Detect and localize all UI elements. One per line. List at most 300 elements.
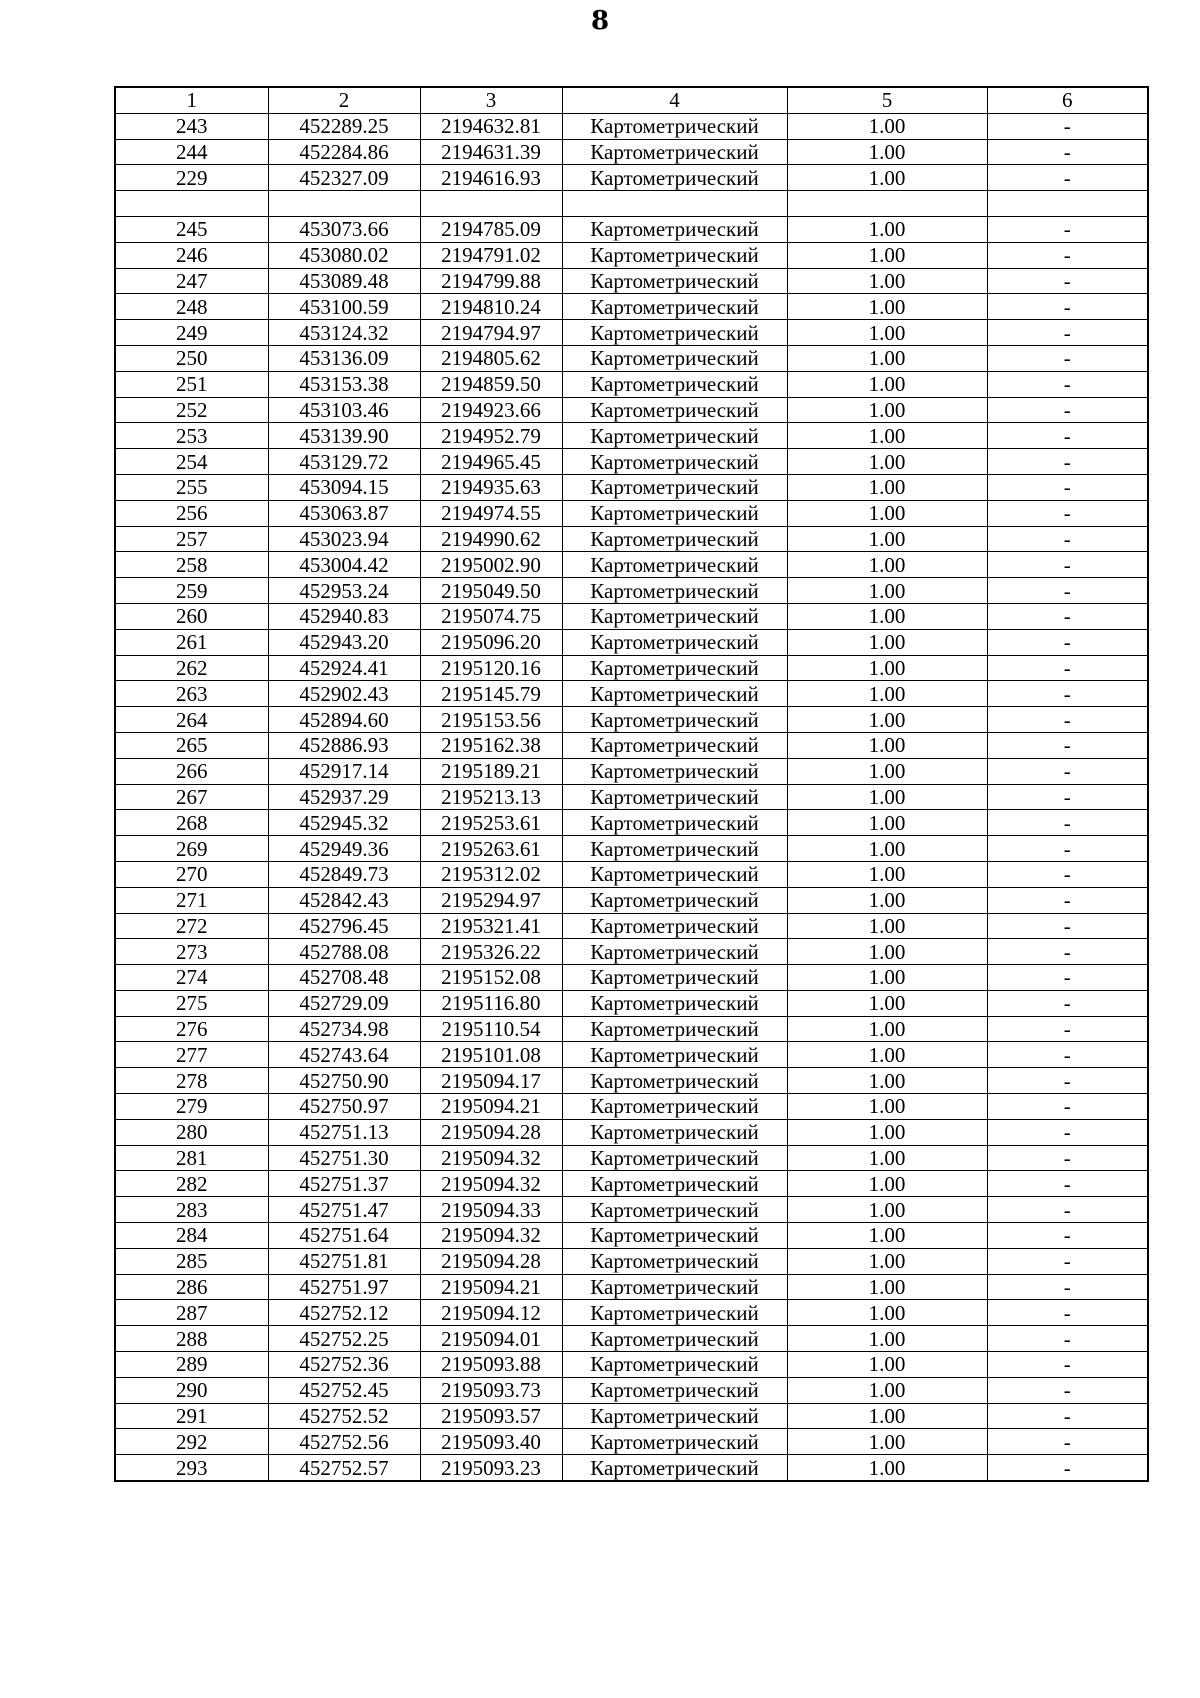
note-cell: -	[987, 320, 1148, 346]
accuracy-cell: 1.00	[787, 1171, 987, 1197]
table-row	[115, 191, 1148, 217]
table-row	[115, 1068, 1148, 1094]
x-coordinate-cell: 452751.13	[268, 1119, 420, 1145]
method-cell: Картометрический	[562, 887, 787, 913]
accuracy-cell: 1.00	[787, 1145, 987, 1171]
note-cell: -	[987, 294, 1148, 320]
method-cell: Картометрический	[562, 345, 787, 371]
method-cell: Картометрический	[562, 1377, 787, 1403]
y-coordinate-cell: 2195294.97	[420, 887, 562, 913]
x-coordinate-cell: 453139.90	[268, 423, 420, 449]
table-row	[115, 887, 1148, 913]
accuracy-cell	[787, 191, 987, 217]
x-coordinate-cell: 452924.41	[268, 655, 420, 681]
table-row	[115, 939, 1148, 965]
y-coordinate-cell: 2195094.28	[420, 1248, 562, 1274]
point-number-cell: 289	[115, 1352, 268, 1378]
x-coordinate-cell: 452750.90	[268, 1068, 420, 1094]
table-row	[115, 113, 1148, 139]
point-number-cell: 268	[115, 810, 268, 836]
note-cell: -	[987, 268, 1148, 294]
note-cell: -	[987, 1326, 1148, 1352]
point-number-cell: 288	[115, 1326, 268, 1352]
method-cell: Картометрический	[562, 1326, 787, 1352]
table-row	[115, 371, 1148, 397]
note-cell: -	[987, 965, 1148, 991]
method-cell: Картометрический	[562, 449, 787, 475]
table-row	[115, 578, 1148, 604]
header-col-5: 5	[787, 87, 987, 113]
accuracy-cell: 1.00	[787, 1197, 987, 1223]
note-cell: -	[987, 1197, 1148, 1223]
point-number-cell: 254	[115, 449, 268, 475]
x-coordinate-cell: 452917.14	[268, 758, 420, 784]
note-cell: -	[987, 1042, 1148, 1068]
x-coordinate-cell: 452751.64	[268, 1223, 420, 1249]
table-row	[115, 1300, 1148, 1326]
table-row	[115, 784, 1148, 810]
accuracy-cell: 1.00	[787, 707, 987, 733]
accuracy-cell: 1.00	[787, 578, 987, 604]
point-number-cell: 285	[115, 1248, 268, 1274]
method-cell: Картометрический	[562, 1197, 787, 1223]
x-coordinate-cell: 452788.08	[268, 939, 420, 965]
point-number-cell: 244	[115, 139, 268, 165]
method-cell: Картометрический	[562, 681, 787, 707]
header-col-2: 2	[268, 87, 420, 113]
y-coordinate-cell: 2195162.38	[420, 732, 562, 758]
method-cell: Картометрический	[562, 758, 787, 784]
x-coordinate-cell: 453063.87	[268, 500, 420, 526]
accuracy-cell: 1.00	[787, 1119, 987, 1145]
point-number-cell: 290	[115, 1377, 268, 1403]
table-row	[115, 1248, 1148, 1274]
accuracy-cell: 1.00	[787, 681, 987, 707]
y-coordinate-cell: 2195049.50	[420, 578, 562, 604]
x-coordinate-cell: 453089.48	[268, 268, 420, 294]
method-cell: Картометрический	[562, 1094, 787, 1120]
table-row	[115, 294, 1148, 320]
x-coordinate-cell: 452752.25	[268, 1326, 420, 1352]
y-coordinate-cell: 2194631.39	[420, 139, 562, 165]
accuracy-cell: 1.00	[787, 629, 987, 655]
y-coordinate-cell: 2194952.79	[420, 423, 562, 449]
x-coordinate-cell: 453094.15	[268, 474, 420, 500]
method-cell: Картометрический	[562, 939, 787, 965]
point-number-cell: 273	[115, 939, 268, 965]
accuracy-cell: 1.00	[787, 526, 987, 552]
method-cell: Картометрический	[562, 629, 787, 655]
note-cell: -	[987, 139, 1148, 165]
y-coordinate-cell: 2195312.02	[420, 861, 562, 887]
method-cell: Картометрический	[562, 861, 787, 887]
x-coordinate-cell: 452750.97	[268, 1094, 420, 1120]
accuracy-cell: 1.00	[787, 1352, 987, 1378]
point-number-cell: 259	[115, 578, 268, 604]
y-coordinate-cell: 2195321.41	[420, 913, 562, 939]
accuracy-cell: 1.00	[787, 1326, 987, 1352]
header-col-4: 4	[562, 87, 787, 113]
method-cell: Картометрический	[562, 1455, 787, 1481]
x-coordinate-cell: 452796.45	[268, 913, 420, 939]
point-number-cell: 267	[115, 784, 268, 810]
method-cell: Картометрический	[562, 1248, 787, 1274]
note-cell: -	[987, 216, 1148, 242]
accuracy-cell: 1.00	[787, 371, 987, 397]
y-coordinate-cell: 2195189.21	[420, 758, 562, 784]
table-row	[115, 1455, 1148, 1481]
y-coordinate-cell: 2195094.01	[420, 1326, 562, 1352]
header-col-6: 6	[987, 87, 1148, 113]
accuracy-cell: 1.00	[787, 1068, 987, 1094]
point-number-cell: 245	[115, 216, 268, 242]
point-number-cell: 293	[115, 1455, 268, 1481]
y-coordinate-cell: 2195094.21	[420, 1274, 562, 1300]
x-coordinate-cell: 452953.24	[268, 578, 420, 604]
x-coordinate-cell: 453073.66	[268, 216, 420, 242]
accuracy-cell: 1.00	[787, 836, 987, 862]
y-coordinate-cell: 2195152.08	[420, 965, 562, 991]
accuracy-cell: 1.00	[787, 320, 987, 346]
note-cell: -	[987, 1223, 1148, 1249]
method-cell: Картометрический	[562, 810, 787, 836]
note-cell: -	[987, 578, 1148, 604]
x-coordinate-cell: 452751.47	[268, 1197, 420, 1223]
method-cell: Картометрический	[562, 655, 787, 681]
x-coordinate-cell: 453124.32	[268, 320, 420, 346]
accuracy-cell: 1.00	[787, 139, 987, 165]
point-number-cell: 249	[115, 320, 268, 346]
header-col-3: 3	[420, 87, 562, 113]
point-number-cell: 258	[115, 552, 268, 578]
method-cell: Картометрический	[562, 1300, 787, 1326]
accuracy-cell: 1.00	[787, 1094, 987, 1120]
x-coordinate-cell: 452752.56	[268, 1429, 420, 1455]
coordinates-table	[114, 86, 1149, 1482]
y-coordinate-cell: 2194791.02	[420, 242, 562, 268]
x-coordinate-cell: 453153.38	[268, 371, 420, 397]
method-cell: Картометрический	[562, 1042, 787, 1068]
note-cell: -	[987, 1145, 1148, 1171]
note-cell: -	[987, 939, 1148, 965]
table-row	[115, 1042, 1148, 1068]
x-coordinate-cell: 453103.46	[268, 397, 420, 423]
point-number-cell: 279	[115, 1094, 268, 1120]
point-number-cell: 277	[115, 1042, 268, 1068]
note-cell: -	[987, 681, 1148, 707]
y-coordinate-cell: 2195253.61	[420, 810, 562, 836]
note-cell: -	[987, 449, 1148, 475]
accuracy-cell: 1.00	[787, 603, 987, 629]
y-coordinate-cell: 2194935.63	[420, 474, 562, 500]
table-row	[115, 629, 1148, 655]
x-coordinate-cell: 452289.25	[268, 113, 420, 139]
point-number-cell: 274	[115, 965, 268, 991]
note-cell: -	[987, 165, 1148, 191]
method-cell: Картометрический	[562, 1119, 787, 1145]
point-number-cell: 278	[115, 1068, 268, 1094]
y-coordinate-cell: 2195263.61	[420, 836, 562, 862]
point-number-cell: 264	[115, 707, 268, 733]
x-coordinate-cell: 453004.42	[268, 552, 420, 578]
method-cell: Картометрический	[562, 474, 787, 500]
point-number-cell: 248	[115, 294, 268, 320]
accuracy-cell: 1.00	[787, 784, 987, 810]
note-cell: -	[987, 526, 1148, 552]
point-number-cell: 257	[115, 526, 268, 552]
accuracy-cell: 1.00	[787, 423, 987, 449]
accuracy-cell: 1.00	[787, 655, 987, 681]
table-row	[115, 242, 1148, 268]
x-coordinate-cell: 452751.97	[268, 1274, 420, 1300]
note-cell: -	[987, 1429, 1148, 1455]
method-cell: Картометрический	[562, 707, 787, 733]
x-coordinate-cell: 452752.12	[268, 1300, 420, 1326]
accuracy-cell: 1.00	[787, 216, 987, 242]
note-cell: -	[987, 1274, 1148, 1300]
method-cell: Картометрический	[562, 1145, 787, 1171]
table-body	[115, 113, 1148, 1481]
table-row	[115, 165, 1148, 191]
point-number-cell: 251	[115, 371, 268, 397]
table-row	[115, 913, 1148, 939]
x-coordinate-cell: 452752.45	[268, 1377, 420, 1403]
method-cell: Картометрический	[562, 603, 787, 629]
point-number-cell: 246	[115, 242, 268, 268]
accuracy-cell: 1.00	[787, 1403, 987, 1429]
y-coordinate-cell: 2195094.32	[420, 1223, 562, 1249]
y-coordinate-cell: 2195094.12	[420, 1300, 562, 1326]
point-number-cell: 276	[115, 1016, 268, 1042]
x-coordinate-cell: 453080.02	[268, 242, 420, 268]
x-coordinate-cell: 453129.72	[268, 449, 420, 475]
x-coordinate-cell: 452729.09	[268, 990, 420, 1016]
method-cell: Картометрический	[562, 500, 787, 526]
method-cell: Картометрический	[562, 913, 787, 939]
x-coordinate-cell: 452842.43	[268, 887, 420, 913]
x-coordinate-cell: 453136.09	[268, 345, 420, 371]
point-number-cell: 280	[115, 1119, 268, 1145]
y-coordinate-cell: 2195093.88	[420, 1352, 562, 1378]
x-coordinate-cell: 453023.94	[268, 526, 420, 552]
x-coordinate-cell: 452751.37	[268, 1171, 420, 1197]
note-cell: -	[987, 1016, 1148, 1042]
method-cell: Картометрический	[562, 268, 787, 294]
y-coordinate-cell: 2194974.55	[420, 500, 562, 526]
table-row	[115, 1171, 1148, 1197]
table-row	[115, 1352, 1148, 1378]
table-row	[115, 1223, 1148, 1249]
y-coordinate-cell: 2194859.50	[420, 371, 562, 397]
accuracy-cell: 1.00	[787, 242, 987, 268]
note-cell: -	[987, 810, 1148, 836]
point-number-cell: 252	[115, 397, 268, 423]
table-row	[115, 552, 1148, 578]
x-coordinate-cell: 452945.32	[268, 810, 420, 836]
note-cell: -	[987, 113, 1148, 139]
note-cell: -	[987, 758, 1148, 784]
accuracy-cell: 1.00	[787, 397, 987, 423]
note-cell: -	[987, 371, 1148, 397]
note-cell: -	[987, 1068, 1148, 1094]
y-coordinate-cell: 2195093.73	[420, 1377, 562, 1403]
note-cell: -	[987, 913, 1148, 939]
method-cell: Картометрический	[562, 1016, 787, 1042]
method-cell: Картометрический	[562, 320, 787, 346]
accuracy-cell: 1.00	[787, 810, 987, 836]
point-number-cell: 284	[115, 1223, 268, 1249]
method-cell: Картометрический	[562, 1403, 787, 1429]
table-row	[115, 707, 1148, 733]
table-row	[115, 1145, 1148, 1171]
x-coordinate-cell	[268, 191, 420, 217]
accuracy-cell: 1.00	[787, 1042, 987, 1068]
point-number-cell: 263	[115, 681, 268, 707]
point-number-cell: 283	[115, 1197, 268, 1223]
method-cell: Картометрический	[562, 371, 787, 397]
point-number-cell: 256	[115, 500, 268, 526]
method-cell: Картометрический	[562, 990, 787, 1016]
accuracy-cell: 1.00	[787, 294, 987, 320]
table-row	[115, 320, 1148, 346]
accuracy-cell: 1.00	[787, 1455, 987, 1481]
accuracy-cell: 1.00	[787, 887, 987, 913]
point-number-cell: 250	[115, 345, 268, 371]
y-coordinate-cell: 2194923.66	[420, 397, 562, 423]
table-row	[115, 836, 1148, 862]
point-number-cell: 281	[115, 1145, 268, 1171]
x-coordinate-cell: 452284.86	[268, 139, 420, 165]
y-coordinate-cell	[420, 191, 562, 217]
method-cell: Картометрический	[562, 216, 787, 242]
table-row	[115, 474, 1148, 500]
method-cell: Картометрический	[562, 294, 787, 320]
table-row	[115, 1403, 1148, 1429]
point-number-cell: 275	[115, 990, 268, 1016]
note-cell: -	[987, 861, 1148, 887]
x-coordinate-cell: 452752.36	[268, 1352, 420, 1378]
accuracy-cell: 1.00	[787, 861, 987, 887]
note-cell: -	[987, 1455, 1148, 1481]
method-cell: Картометрический	[562, 397, 787, 423]
x-coordinate-cell: 452849.73	[268, 861, 420, 887]
point-number-cell: 247	[115, 268, 268, 294]
y-coordinate-cell: 2195094.32	[420, 1171, 562, 1197]
accuracy-cell: 1.00	[787, 474, 987, 500]
accuracy-cell: 1.00	[787, 939, 987, 965]
accuracy-cell: 1.00	[787, 1377, 987, 1403]
table-row	[115, 449, 1148, 475]
note-cell: -	[987, 836, 1148, 862]
point-number-cell: 270	[115, 861, 268, 887]
x-coordinate-cell: 452886.93	[268, 732, 420, 758]
table-row	[115, 345, 1148, 371]
method-cell: Картометрический	[562, 1068, 787, 1094]
table-row	[115, 1274, 1148, 1300]
point-number-cell: 291	[115, 1403, 268, 1429]
accuracy-cell: 1.00	[787, 732, 987, 758]
y-coordinate-cell: 2195096.20	[420, 629, 562, 655]
y-coordinate-cell: 2195094.32	[420, 1145, 562, 1171]
y-coordinate-cell: 2195094.17	[420, 1068, 562, 1094]
accuracy-cell: 1.00	[787, 113, 987, 139]
y-coordinate-cell: 2194785.09	[420, 216, 562, 242]
y-coordinate-cell: 2195116.80	[420, 990, 562, 1016]
note-cell: -	[987, 603, 1148, 629]
note-cell: -	[987, 500, 1148, 526]
y-coordinate-cell: 2195213.13	[420, 784, 562, 810]
table-row	[115, 732, 1148, 758]
y-coordinate-cell: 2195110.54	[420, 1016, 562, 1042]
note-cell: -	[987, 474, 1148, 500]
note-cell: -	[987, 345, 1148, 371]
x-coordinate-cell: 452752.52	[268, 1403, 420, 1429]
accuracy-cell: 1.00	[787, 1300, 987, 1326]
note-cell: -	[987, 732, 1148, 758]
accuracy-cell: 1.00	[787, 965, 987, 991]
note-cell: -	[987, 1352, 1148, 1378]
point-number-cell: 243	[115, 113, 268, 139]
table-row	[115, 810, 1148, 836]
note-cell: -	[987, 397, 1148, 423]
x-coordinate-cell: 452743.64	[268, 1042, 420, 1068]
method-cell: Картометрический	[562, 1429, 787, 1455]
method-cell: Картометрический	[562, 732, 787, 758]
x-coordinate-cell: 452943.20	[268, 629, 420, 655]
table-row	[115, 655, 1148, 681]
table-row	[115, 397, 1148, 423]
note-cell: -	[987, 629, 1148, 655]
point-number-cell: 255	[115, 474, 268, 500]
accuracy-cell: 1.00	[787, 1429, 987, 1455]
accuracy-cell: 1.00	[787, 1223, 987, 1249]
page-number: 8	[590, 6, 610, 36]
y-coordinate-cell: 2195145.79	[420, 681, 562, 707]
method-cell: Картометрический	[562, 1171, 787, 1197]
note-cell: -	[987, 1171, 1148, 1197]
y-coordinate-cell: 2195094.21	[420, 1094, 562, 1120]
accuracy-cell: 1.00	[787, 268, 987, 294]
y-coordinate-cell: 2194990.62	[420, 526, 562, 552]
method-cell: Картометрический	[562, 423, 787, 449]
note-cell: -	[987, 1403, 1148, 1429]
y-coordinate-cell: 2195326.22	[420, 939, 562, 965]
table-row	[115, 268, 1148, 294]
method-cell: Картометрический	[562, 552, 787, 578]
header-col-1: 1	[115, 87, 268, 113]
method-cell: Картометрический	[562, 165, 787, 191]
point-number-cell: 229	[115, 165, 268, 191]
note-cell: -	[987, 707, 1148, 733]
y-coordinate-cell: 2195074.75	[420, 603, 562, 629]
point-number-cell: 292	[115, 1429, 268, 1455]
y-coordinate-cell: 2194632.81	[420, 113, 562, 139]
y-coordinate-cell: 2194799.88	[420, 268, 562, 294]
method-cell: Картометрический	[562, 836, 787, 862]
table-row	[115, 1016, 1148, 1042]
point-number-cell: 286	[115, 1274, 268, 1300]
y-coordinate-cell: 2195093.40	[420, 1429, 562, 1455]
y-coordinate-cell: 2194965.45	[420, 449, 562, 475]
table-row	[115, 1094, 1148, 1120]
table-row	[115, 216, 1148, 242]
accuracy-cell: 1.00	[787, 913, 987, 939]
y-coordinate-cell: 2195093.57	[420, 1403, 562, 1429]
table-row	[115, 1429, 1148, 1455]
method-cell	[562, 191, 787, 217]
table-row	[115, 965, 1148, 991]
method-cell: Картометрический	[562, 139, 787, 165]
